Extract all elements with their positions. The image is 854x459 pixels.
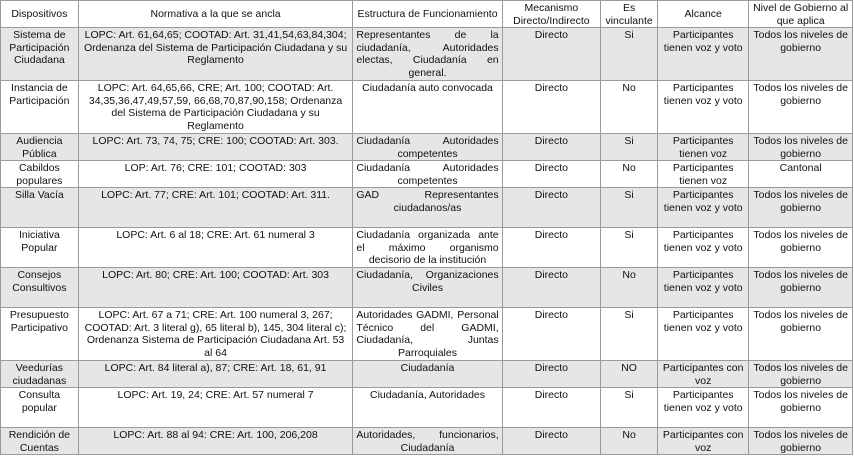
cell-nivel: Todos los niveles de gobierno [749,228,853,268]
cell-nivel: Todos los niveles de gobierno [749,361,853,388]
cell-dispositivo: Consulta popular [1,388,79,428]
cell-nivel: Todos los niveles de gobierno [749,81,853,134]
cell-mecanismo: Directo [502,361,600,388]
table-row [1,361,853,388]
cell-vinculante: Si [601,134,658,161]
cell-alcance: Participantes tienen voz y voto [658,28,749,81]
cell-vinculante: No [601,161,658,188]
cell-mecanismo: Directo [502,308,600,361]
cell-mecanismo: Directo [502,228,600,268]
cell-normativa: LOPC: Art. 61,64,65; COOTAD: Art. 31,41,54,63,84,304; Ordenanza del Sistema de Participación Ciudadana y su Reglamento [78,28,353,81]
cell-normativa: LOPC: Art. 67 a 71; CRE: Art. 100 numeral 3, 267; COOTAD: Art. 3 literal g), 65 literal b), 145, 304 literal c); Ordenanza Sistema de Participación Ciudadana Art. 53 al 64 [78,308,353,361]
cell-dispositivo: Audiencia Pública [1,134,79,161]
cell-normativa: LOPC: Art. 88 al 94: CRE: Art. 100, 206,208 [78,428,353,455]
cell-nivel: Todos los niveles de gobierno [749,268,853,308]
cell-alcance: Participantes tienen voz y voto [658,308,749,361]
cell-vinculante: Si [601,188,658,228]
cell-nivel: Cantonal [749,161,853,188]
cell-dispositivo: Sistema de Participación Ciudadana [1,28,79,81]
cell-alcance: Participantes con voz [658,361,749,388]
cell-mecanismo: Directo [502,188,600,228]
cell-vinculante: NO [601,361,658,388]
cell-vinculante: No [601,428,658,455]
header-dispositivos: Dispositivos [1,1,79,28]
cell-estructura: Ciudadanía, Autoridades [353,388,502,428]
cell-mecanismo: Directo [502,81,600,134]
cell-normativa: LOP: Art. 76; CRE: 101; COOTAD: 303 [78,161,353,188]
cell-estructura: Autoridades GADMI, Personal Técnico del GADMI, Ciudadanía, Juntas Parroquiales [353,308,502,361]
cell-nivel: Todos los niveles de gobierno [749,134,853,161]
cell-vinculante: Si [601,388,658,428]
cell-dispositivo: Cabildos populares [1,161,79,188]
table-row [1,161,853,188]
cell-mecanismo: Directo [502,268,600,308]
cell-normativa: LOPC: Art. 64,65,66, CRE; Art. 100; COOTAD: Art. 34,35,36,47,49,57,59, 66,68,70,87,90,158; Ordenanza del Sistema de Participación Ciudadana y su Reglamento [78,81,353,134]
header-estructura: Estructura de Funcionamiento [353,1,502,28]
cell-mecanismo: Directo [502,161,600,188]
cell-estructura: GAD Representantes ciudadanos/as [353,188,502,228]
cell-dispositivo: Silla Vacía [1,188,79,228]
table-row [1,28,853,81]
table-row [1,428,853,455]
table-header-row [1,1,853,28]
table-body [1,28,853,455]
cell-alcance: Participantes tienen voz [658,134,749,161]
cell-vinculante: Si [601,28,658,81]
table-row [1,268,853,308]
cell-dispositivo: Consejos Consultivos [1,268,79,308]
cell-normativa: LOPC: Art. 77; CRE: Art. 101; COOTAD: Art. 311. [78,188,353,228]
table-row [1,134,853,161]
cell-mecanismo: Directo [502,428,600,455]
table-row [1,81,853,134]
cell-alcance: Participantes tienen voz y voto [658,188,749,228]
cell-normativa: LOPC: Art. 84 literal a), 87; CRE: Art. 18, 61, 91 [78,361,353,388]
cell-estructura: Ciudadanía Autoridades competentes [353,134,502,161]
cell-mecanismo: Directo [502,388,600,428]
cell-nivel: Todos los niveles de gobierno [749,188,853,228]
cell-nivel: Todos los niveles de gobierno [749,28,853,81]
cell-vinculante: Si [601,308,658,361]
cell-dispositivo: Veedurías ciudadanas [1,361,79,388]
table-row [1,228,853,268]
cell-alcance: Participantes tienen voz [658,161,749,188]
table-row [1,388,853,428]
cell-alcance: Participantes tienen voz y voto [658,81,749,134]
cell-normativa: LOPC: Art. 73, 74, 75; CRE: 100; COOTAD: Art. 303. [78,134,353,161]
cell-estructura: Ciudadanía auto convocada [353,81,502,134]
cell-dispositivo: Instancia de Participación [1,81,79,134]
cell-estructura: Ciudadanía Autoridades competentes [353,161,502,188]
cell-nivel: Todos los niveles de gobierno [749,308,853,361]
cell-normativa: LOPC: Art. 19, 24; CRE: Art. 57 numeral 7 [78,388,353,428]
cell-normativa: LOPC: Art. 80; CRE: Art. 100; COOTAD: Art. 303 [78,268,353,308]
cell-nivel: Todos los niveles de gobierno [749,428,853,455]
header-vinculante: Es vinculante [601,1,658,28]
cell-mecanismo: Directo [502,28,600,81]
cell-vinculante: Si [601,228,658,268]
header-nivel: Nivel de Gobierno al que aplica [749,1,853,28]
cell-dispositivo: Presupuesto Participativo [1,308,79,361]
cell-alcance: Participantes tienen voz y voto [658,268,749,308]
cell-alcance: Participantes tienen voz y voto [658,388,749,428]
table-row [1,308,853,361]
cell-estructura: Representantes de la ciudadanía, Autoridades electas, Ciudadanía en general. [353,28,502,81]
cell-alcance: Participantes tienen voz y voto [658,228,749,268]
cell-vinculante: No [601,81,658,134]
header-normativa: Normativa a la que se ancla [78,1,353,28]
cell-estructura: Ciudadanía, Organizaciones Civiles [353,268,502,308]
header-alcance: Alcance [658,1,749,28]
cell-estructura: Autoridades, funcionarios, Ciudadanía [353,428,502,455]
cell-dispositivo: Rendición de Cuentas [1,428,79,455]
cell-alcance: Participantes con voz [658,428,749,455]
header-mecanismo: Mecanismo Directo/Indirecto [502,1,600,28]
table-row [1,188,853,228]
cell-vinculante: No [601,268,658,308]
cell-estructura: Ciudadanía [353,361,502,388]
cell-dispositivo: Iniciativa Popular [1,228,79,268]
cell-normativa: LOPC: Art. 6 al 18; CRE: Art. 61 numeral 3 [78,228,353,268]
cell-nivel: Todos los niveles de gobierno [749,388,853,428]
cell-mecanismo: Directo [502,134,600,161]
cell-estructura: Ciudadanía organizada ante el máximo organismo decisorio de la institución [353,228,502,268]
